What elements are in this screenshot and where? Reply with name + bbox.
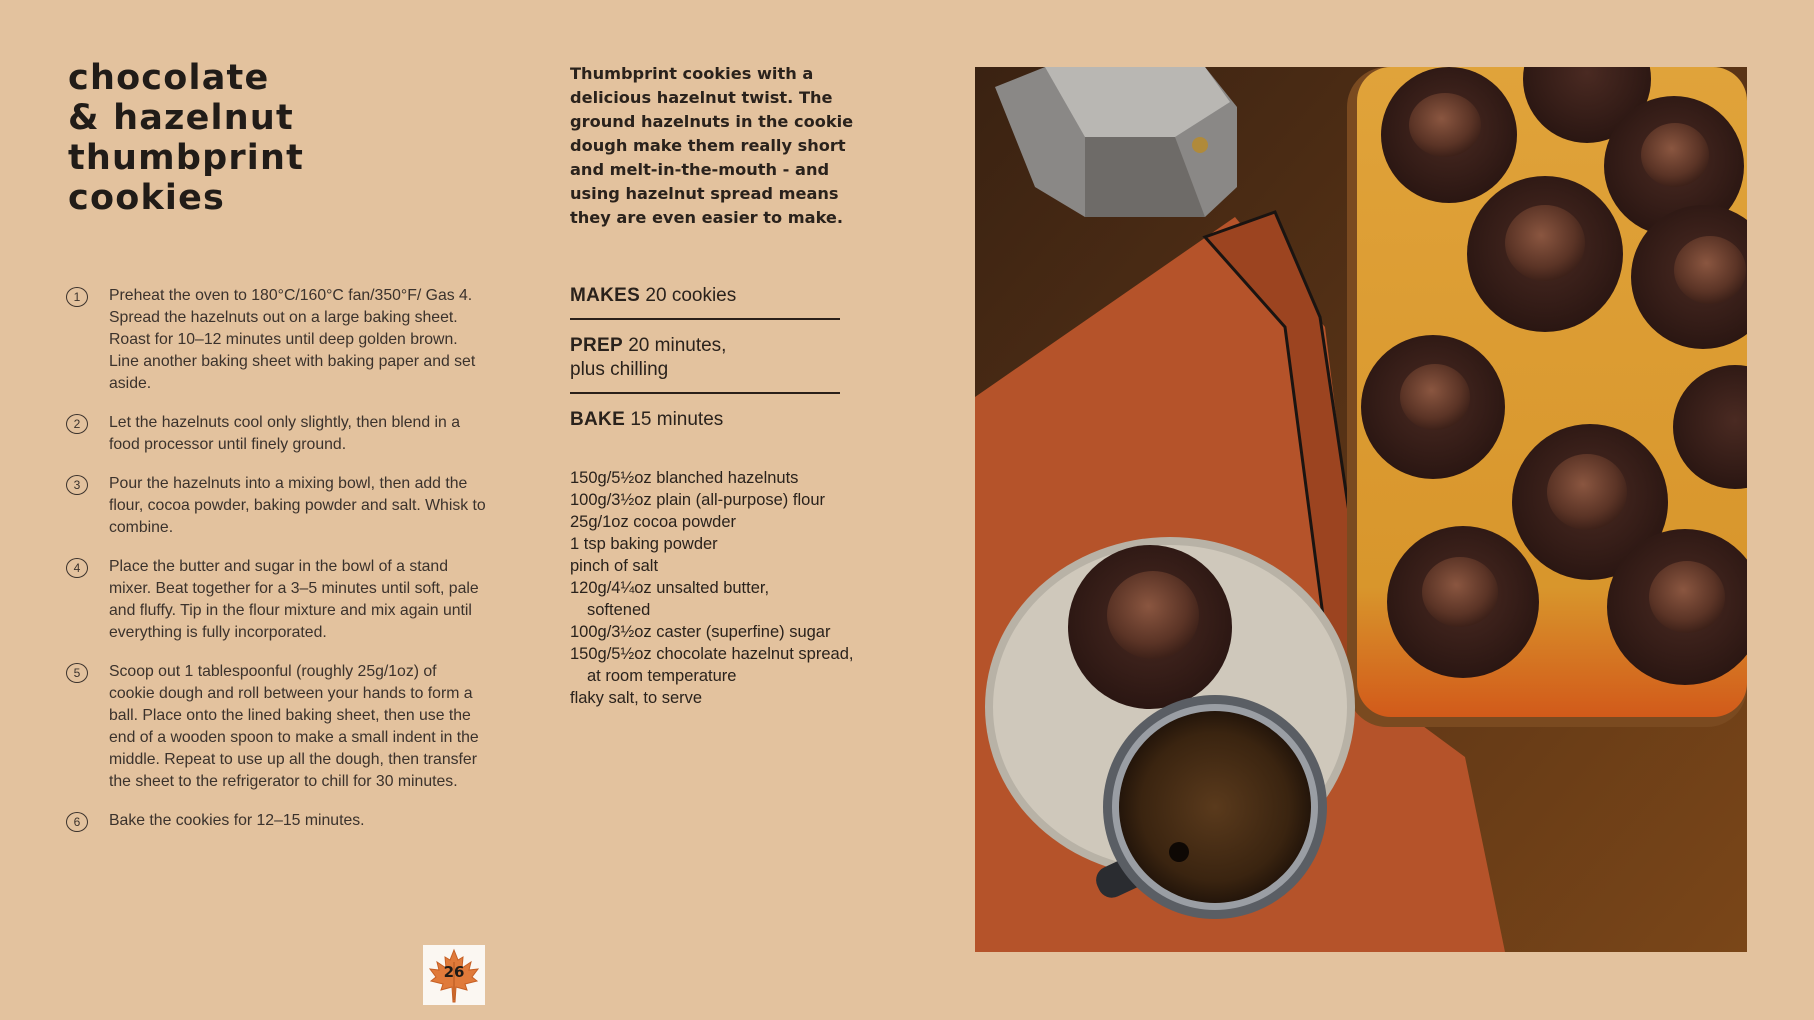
bake-row — [570, 404, 840, 442]
step-number-badge: 4 — [66, 558, 88, 578]
title-line: cookies — [68, 178, 226, 218]
step-number-badge: 5 — [66, 663, 88, 683]
bake-value: 15 minutes — [630, 409, 724, 430]
step-text: Pour the hazelnuts into a mixing bowl, then add the flour, cocoa powder, baking powder and salt. Whisk to combine. — [109, 475, 486, 536]
step-text: Scoop out 1 tablespoonful (roughly 25g/1oz) of cookie dough and roll between your hands to form a ball. Place onto the lined baking sheet, then use the end of a wooden spoon to make a small indent in the middle. Repeat to use up all the dough, then transfer the sheet to the refrigerator to chill for 30 minutes. — [109, 663, 479, 790]
ingredient-item: 150g/5½oz chocolate hazelnut spread, at room temperature — [570, 645, 854, 685]
step-number-badge: 1 — [66, 287, 88, 307]
step-text: Bake the cookies for 12–15 minutes. — [109, 812, 365, 829]
ingredient-item: 120g/4¼oz unsalted butter, softened — [570, 579, 770, 619]
cookies-photo-illustration — [975, 67, 1747, 952]
ingredient-item: 100g/3½oz plain (all-purpose) flour — [570, 491, 825, 509]
title-line: & hazelnut — [68, 98, 294, 138]
ingredient-item: 150g/5½oz blanched hazelnuts — [570, 469, 799, 487]
bake-label: BAKE — [570, 409, 626, 430]
page-number-badge — [423, 945, 485, 1005]
method-step — [66, 412, 486, 456]
method-step — [66, 661, 486, 793]
step-text: Place the butter and sugar in the bowl of a stand mixer. Beat together for a 3–5 minutes until soft, pale and fluffy. Tip in the flour mixture and mix again until everything is fully incorporated. — [109, 558, 479, 641]
ingredients-list — [570, 467, 860, 709]
method-step — [66, 556, 486, 644]
step-number-badge: 3 — [66, 475, 88, 495]
ingredient-item: 100g/3½oz caster (superfine) sugar — [570, 623, 831, 641]
method-step — [66, 810, 486, 832]
step-number-badge: 6 — [66, 812, 88, 832]
title-line: chocolate — [68, 58, 270, 98]
method-step — [66, 473, 486, 539]
divider — [570, 392, 840, 394]
recipe-photo — [975, 67, 1747, 952]
method-step — [66, 285, 486, 395]
prep-label: PREP — [570, 335, 623, 356]
makes-value: 20 cookies — [645, 285, 737, 306]
ingredient-item: 1 tsp baking powder — [570, 535, 718, 553]
page-number: 26 — [443, 963, 465, 981]
ingredient-item: pinch of salt — [570, 557, 659, 575]
recipe-intro: Thumbprint cookies with a delicious hazelnut twist. The ground hazelnuts in the cookie dough make them really short and melt-in-the-mouth - and using hazelnut spread means they are even easier to make. — [570, 64, 854, 227]
recipe-title — [68, 58, 304, 218]
step-number-badge: 2 — [66, 414, 88, 434]
makes-row — [570, 280, 840, 318]
step-text: Let the hazelnuts cool only slightly, then blend in a food processor until finely ground. — [109, 414, 460, 453]
title-line: thumbprint — [68, 138, 305, 178]
step-text: Preheat the oven to 180°C/160°C fan/350°F/ Gas 4. Spread the hazelnuts out on a large baking sheet. Roast for 10–12 minutes until deep golden brown. Line another baking sheet with baking paper and set aside. — [109, 287, 476, 392]
makes-label: MAKES — [570, 285, 641, 306]
method-steps — [66, 285, 486, 849]
ingredient-item: 25g/1oz cocoa powder — [570, 513, 737, 531]
ingredient-item: flaky salt, to serve — [570, 689, 703, 707]
prep-value: 20 minutes, plus chilling — [570, 335, 727, 380]
divider — [570, 318, 840, 320]
recipe-meta — [570, 280, 840, 442]
prep-row — [570, 330, 760, 392]
